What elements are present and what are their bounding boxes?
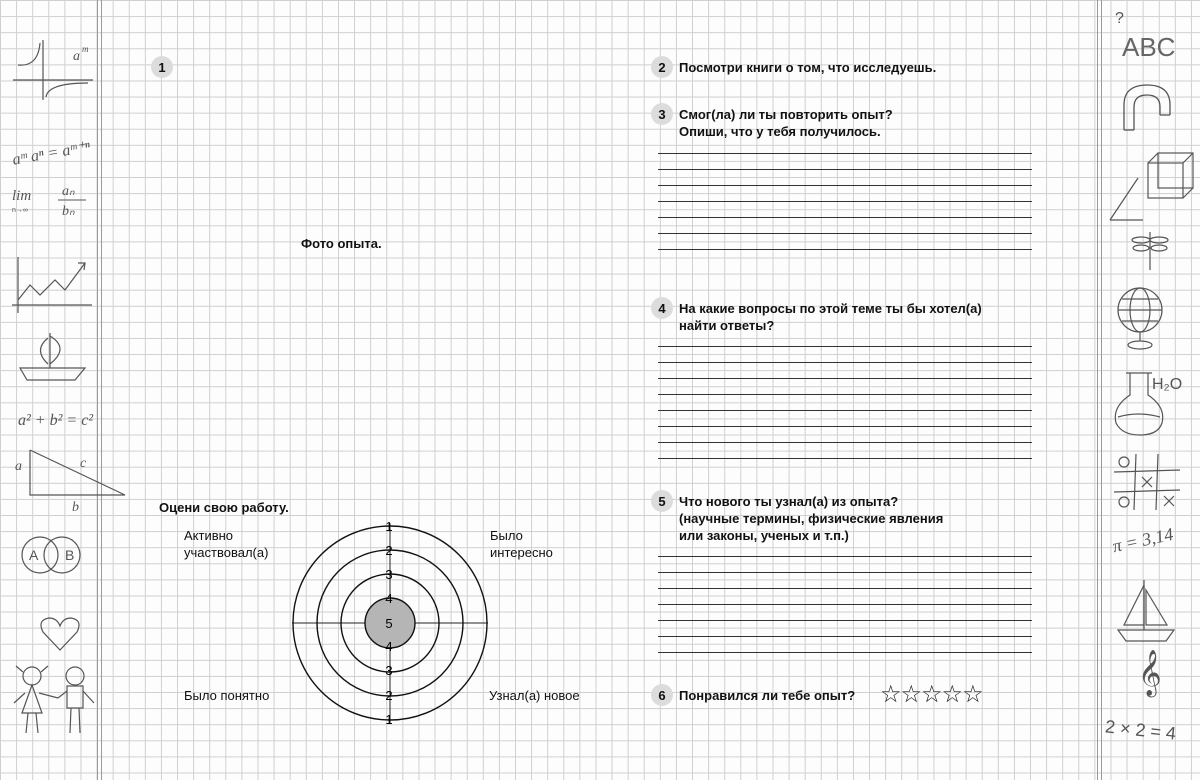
left-margin-line: [101, 0, 102, 780]
question-2-text: Посмотри книги о том, что исследуешь.: [679, 60, 937, 75]
sailing-ship-doodle: [15, 328, 90, 383]
svg-text:B: B: [65, 547, 75, 563]
abc-doodle: ABC: [1122, 32, 1176, 62]
graph-am-doodle: [8, 35, 98, 105]
target-label-top-left: Активно участвовал(а): [184, 528, 269, 560]
target-label-bottom-left: Было понятно: [184, 688, 270, 703]
scale-bottom-1: 1: [385, 712, 393, 727]
question-6-text: Понравился ли тебе опыт?: [679, 688, 856, 703]
scale-bottom-2: 2: [385, 688, 393, 703]
question-5-line1: Что нового ты узнал(а) из опыта?: [679, 494, 899, 509]
svg-text:A: A: [29, 547, 39, 563]
scale-bottom-4: 4: [385, 639, 393, 654]
dragonfly-doodle: [1130, 228, 1170, 273]
heart-doodle: [35, 610, 85, 655]
answer-5-lines[interactable]: [658, 556, 1032, 668]
answer-3-lines[interactable]: [658, 153, 1032, 265]
question-mark-doodle: ?: [1115, 10, 1124, 27]
sailboat-doodle: [1112, 575, 1182, 650]
svg-text:lim: lim: [12, 188, 32, 204]
self-assessment-title: Оцени свою работу.: [159, 500, 289, 515]
task-number-5: 5: [651, 490, 673, 512]
flask-doodle: [1108, 365, 1188, 440]
scale-top-3: 3: [385, 567, 393, 582]
venn-diagram-doodle: [15, 530, 90, 580]
svg-text:b: b: [72, 500, 79, 515]
scale-top-2: 2: [385, 543, 393, 558]
am-text: a: [73, 49, 80, 64]
task-number-6: 6: [651, 684, 673, 706]
multiplication-doodle: 2 × 2 = 4: [1104, 716, 1177, 744]
children-doodle: [10, 658, 100, 740]
svg-text:n→∞: n→∞: [12, 207, 28, 214]
question-3-line1: Смог(ла) ли ты повторить опыт?: [679, 107, 893, 122]
svg-text:a: a: [15, 459, 22, 474]
svg-text:bₙ: bₙ: [62, 204, 75, 219]
limit-formula-doodle: [10, 180, 90, 220]
question-5-line3: или законы, ученых и т.п.): [679, 528, 849, 543]
growth-chart-doodle: [10, 255, 95, 315]
task-number-3: 3: [651, 103, 673, 125]
svg-text:H₂O: H₂O: [1152, 376, 1183, 393]
globe-doodle: [1112, 285, 1172, 355]
tic-tac-toe-doodle: [1112, 452, 1182, 512]
svg-text:aₙ: aₙ: [62, 184, 75, 199]
target-label-bottom-right: Узнал(а) новое: [489, 688, 580, 703]
target-label-top-right: Было интересно: [490, 528, 553, 560]
pi-doodle: π = 3,14: [1110, 523, 1175, 557]
svg-text:m: m: [82, 44, 89, 54]
self-assessment-target: [286, 519, 494, 727]
formula-powers-doodle: aᵐ aⁿ = aᵐ⁺ⁿ: [11, 138, 92, 169]
scale-bottom-3: 3: [385, 663, 393, 678]
star-rating[interactable]: ☆☆☆☆☆: [880, 680, 983, 708]
triangle-doodle: [10, 445, 130, 515]
cube-doodle: [1108, 148, 1198, 223]
pythagoras-doodle: a² + b² = c²: [18, 412, 94, 429]
scale-top-5: 5: [385, 616, 393, 631]
task-number-1: 1: [151, 56, 173, 78]
question-4-line1: На какие вопросы по этой теме ты бы хотел(а): [679, 301, 982, 316]
answer-4-lines[interactable]: [658, 346, 1032, 474]
right-margin-line-inner: [1101, 0, 1102, 780]
scale-top-4: 4: [385, 591, 393, 606]
treble-clef-doodle: 𝄞: [1138, 650, 1162, 696]
question-5-line2: (научные термины, физические явления: [679, 511, 944, 526]
photo-label: Фото опыта.: [301, 236, 382, 251]
scale-top-1: 1: [385, 519, 393, 534]
question-4-line2: найти ответы?: [679, 318, 775, 333]
task-number-2: 2: [651, 56, 673, 78]
svg-text:c: c: [80, 456, 87, 471]
question-3-line2: Опиши, что у тебя получилось.: [679, 124, 881, 139]
magnet-doodle: [1112, 80, 1182, 140]
task-number-4: 4: [651, 297, 673, 319]
right-margin-line: [1097, 0, 1098, 780]
